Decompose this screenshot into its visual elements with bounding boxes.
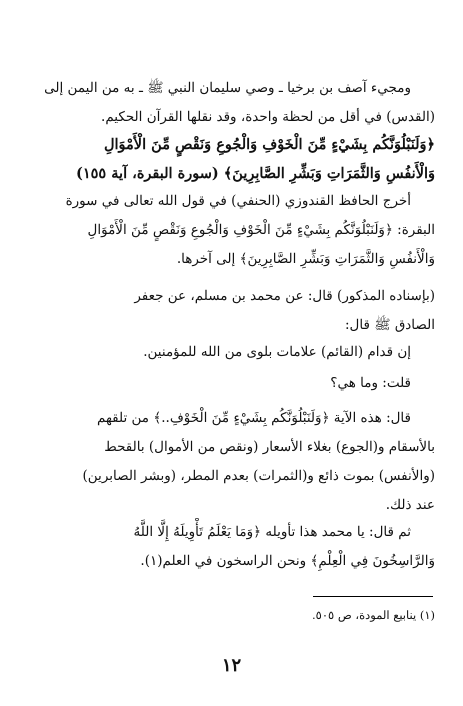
text-line: (القدس) في أقل من لحظة واحدة، وقد نقلها القرآن الحكيم. bbox=[101, 109, 435, 125]
text-line: البقرة: ﴿وَلَنَبْلُوَنَّكُم بِشَيْءٍ مِّنَ الْخَوْفِ وَالْجُوعِ وَنَقْصٍ مِّنَ الْأَمْوَالِ bbox=[87, 222, 435, 238]
text-line: وَالرَّاسِخُونَ فِي الْعِلْمِ﴾ ونحن الراسخون في العلم(١). bbox=[140, 553, 435, 569]
text-line: أخرج الحافظ القندوزي (الحنفي) في قول الله تعالى في سورة bbox=[65, 193, 411, 209]
paragraph-isnad bbox=[30, 282, 435, 340]
paragraph-interpretation bbox=[30, 404, 435, 520]
text-line: (والأنفس) بموت ذائع و(الثمرات) بعدم المطر، (وبشر الصابرين) bbox=[82, 468, 435, 484]
text-line: قلت: وما هي؟ bbox=[330, 375, 411, 391]
text-line: إن قدام (القائم) علامات بلوى من الله للمؤمنين. bbox=[143, 344, 411, 360]
paragraph-asif bbox=[30, 74, 435, 132]
text-line: ومجيء آصف بن برخيا ـ وصي سليمان النبي ﷺ ـ به من اليمن إلى bbox=[44, 80, 411, 96]
text-line: عند ذلك. bbox=[385, 497, 435, 513]
quran-verse bbox=[30, 130, 435, 188]
paragraph-tawil bbox=[30, 518, 435, 576]
text-line: بالأسقام و(الجوع) بغلاء الأسعار (ونقص من الأموال) بالقحط bbox=[104, 439, 435, 455]
text-line: الصادق ﷺ قال: bbox=[345, 317, 435, 333]
paragraph-signs bbox=[30, 338, 435, 367]
text-line: (بإسناده المذكور) قال: عن محمد بن مسلم، عن جعفر bbox=[134, 288, 435, 304]
footnote: (١) ينابيع المودة، ص ٥٠٥. bbox=[312, 608, 435, 622]
text-line: وَالْأَنفُسِ وَالثَّمَرَاتِ وَبَشِّرِ الصَّابِرِينَ﴾ (سورة البقرة، آية ١٥٥) bbox=[75, 165, 435, 182]
paragraph-question bbox=[30, 369, 435, 398]
page-number: ١٢ bbox=[221, 655, 242, 676]
footnote-divider bbox=[313, 596, 433, 597]
text-line: وَالْأَنفُسِ وَالثَّمَرَاتِ وَبَشِّرِ الصَّابِرِينَ﴾ إلى آخرها. bbox=[176, 251, 435, 267]
text-line: ﴿وَلَنَبْلُوَنَّكُم بِشَيْءٍ مِّنَ الْخَوْفِ وَالْجُوعِ وَنَقْصٍ مِّنَ الْأَمْوَالِ bbox=[103, 136, 435, 153]
paragraph-qunduzi bbox=[30, 187, 435, 274]
text-line: ثم قال: يا محمد هذا تأويله ﴿وَمَا يَعْلَمُ تَأْوِيلَهُ إِلَّا اللَّهُ bbox=[133, 524, 411, 540]
text-line: قال: هذه الآية ﴿وَلَنَبْلُوَنَّكُم بِشَيْءٍ مِّنَ الْخَوْفِ..﴾ من تلقهم bbox=[96, 410, 411, 426]
